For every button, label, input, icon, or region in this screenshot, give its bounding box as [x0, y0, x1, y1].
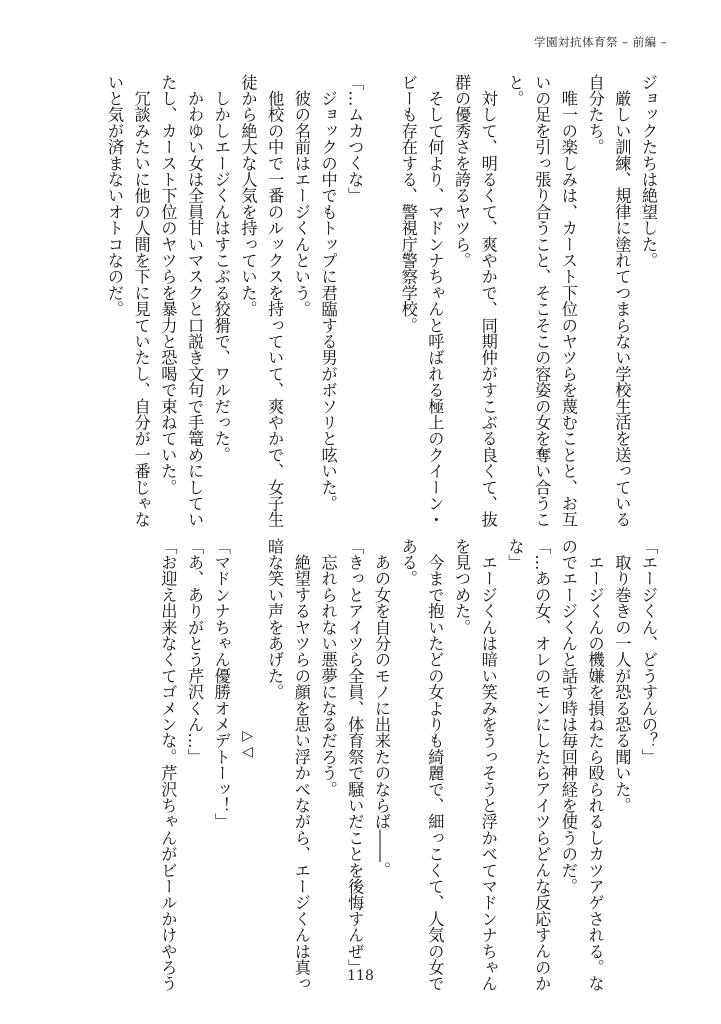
text-line: 徒から絶大な人気を持っていた。	[238, 74, 258, 317]
text-line: 今まで抱いたどの女よりも綺麗で、細っこくて、人気の女で	[425, 538, 445, 992]
text-line: 「あ、ありがとう芹沢くん…」	[185, 538, 205, 765]
text-line: ジョックの中でもトップに君臨する男がボソリと呟いた。	[318, 74, 338, 512]
text-line: 暗な笑い声をあげた。	[265, 538, 285, 700]
text-line: 絶望するヤツらの顔を思い浮かべながら、エージくんは真っ	[291, 538, 311, 992]
text-line: あの女を自分のモノに出来たのならば――。	[371, 538, 391, 879]
text-line: 「きっとアイツら全員、体育祭で騒いだことを後悔すんぜ」	[345, 538, 365, 976]
text-line: かわゆい女は全員甘いマスクと口説き文句で手篭めにしてい	[185, 74, 205, 528]
text-line: エージくんは暗い笑みをうっそうと浮かべてマドンナちゃん	[478, 538, 498, 992]
text-line: 「マドンナちゃん優勝オメデトーッ！」	[211, 538, 231, 830]
text-line: しかしエージくんはすこぶる狡猾で、ワルだった。	[211, 74, 231, 463]
text-line: な」	[505, 538, 525, 571]
text-line: たし、カースト下位のヤツらを暴力と恐喝で束ねていた。	[158, 74, 178, 496]
text-line: のでエージくんと話す時は毎回神経を使うのだ。	[558, 538, 578, 895]
running-head-title: 学園対抗体育祭 – 前編 –	[534, 35, 667, 49]
text-line: 群の優秀さを誇るヤツら。	[452, 74, 472, 269]
text-line: 「…ムカつくな」	[345, 74, 365, 204]
upper-text-block	[100, 74, 661, 528]
text-line: と。	[505, 74, 525, 107]
text-line: ある。	[398, 538, 418, 587]
text-line: 「お迎え出来なくてゴメンな。芹沢ちゃんがビールかけやろう	[158, 538, 178, 992]
text-line: いと気が済まないオトコなのだ。	[104, 74, 124, 317]
text-line: を見つめた。	[452, 538, 472, 636]
text-line: 忘れられない悪夢になるだろう。	[318, 538, 338, 798]
text-line: 自分たち。	[585, 74, 605, 155]
text-line: 「エージくん、どうすんの？」	[639, 538, 658, 765]
text-line: 冗談みたいに他の人間を下に見ていたし、自分が一番じゃな	[131, 74, 151, 528]
page-number: 118	[347, 968, 374, 984]
text-line: 対して、明るくて、爽やかで、同期仲がすこぶる良くて、抜	[478, 74, 498, 528]
text-line: いの足を引っ張り合うこと、そこそこの容姿の女を奪い合うこ	[532, 74, 552, 528]
text-line: ビーも存在する、警視庁警察学校。	[398, 74, 418, 334]
text-line: 彼の名前はエージくんという。	[291, 74, 311, 317]
text-line: 厳しい訓練、規律に塗れてつまらない学校生活を送っている	[612, 74, 632, 528]
text-line: そして何より、マドンナちゃんと呼ばれる極上のクイーン・	[425, 74, 445, 528]
text-line: 取り巻きの一人が恐る恐る聞いた。	[612, 538, 632, 814]
text-line: 他校の中で一番のルックスを持っていて、爽やかで、女子生	[265, 74, 285, 528]
text-line: エージくんの機嫌を損ねたら殴られるしカツアゲされる。な	[585, 538, 605, 992]
text-line: 唯一の楽しみは、カースト下位のヤツらを蔑むことと、お互	[558, 74, 578, 528]
text-line: 「…あの女、オレのモンにしたらアイツらどんな反応すんのか	[532, 538, 552, 992]
lower-text-block	[154, 538, 661, 992]
blank-line	[367, 74, 394, 510]
scene-break-mark: ▷◁	[239, 728, 256, 760]
text-line: ジョックたちは絶望した。	[639, 74, 658, 269]
